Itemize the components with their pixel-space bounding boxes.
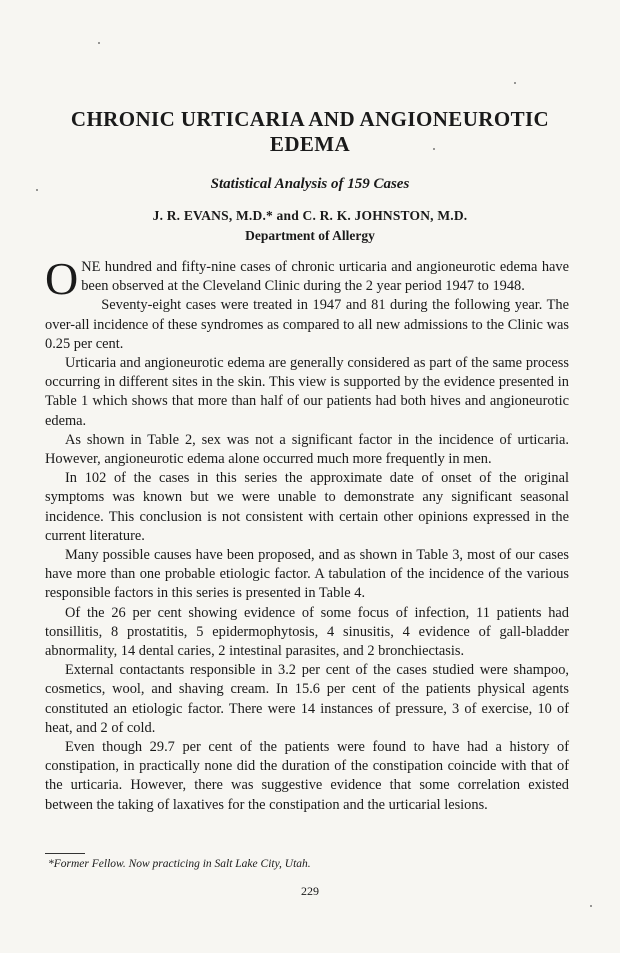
article-subtitle: Statistical Analysis of 159 Cases <box>210 176 410 192</box>
scan-speck <box>433 148 435 150</box>
scan-speck <box>36 189 38 191</box>
paragraph: Many possible causes have been proposed, and as shown in Table 3, most of our cases have more than one probable etiologic factor. A tabulation of the incidence of the various responsible factors in this series is presented in Table 4. <box>45 547 569 602</box>
paragraph: Seventy-eight cases were treated in 1947 and 81 during the following year. The over-all incidence of these syndromes as compared to all new admissions to the Clinic was 0.25 per cent. <box>45 297 569 352</box>
scan-speck <box>590 905 592 907</box>
paragraph-1 <box>45 253 569 304</box>
page-number: 229 <box>301 884 319 898</box>
paragraph-1-text: NE hundred and fifty-nine cases of chronic urticaria and angioneurotic edema have been observed at the Cleveland Clinic during the 2 year period 1947 to 1948. <box>81 259 569 295</box>
article-title-line-1: CHRONIC URTICARIA AND ANGIONEUROTIC <box>70 107 550 131</box>
scan-speck <box>514 82 516 84</box>
footnote-rule <box>45 853 85 854</box>
paragraph: External contactants responsible in 3.2 per cent of the cases studied were shampoo, cosmetics, wool, and shaving cream. In 15.6 per cent of the patients physical agents constituted an etiologic factor. There were 14 instances of pressure, 3 of exercise, 10 of heat, and 2 of cold. <box>45 662 569 736</box>
paragraph: In 102 of the cases in this series the approximate date of onset of the original symptoms was known but we were unable to demonstrate any significant seasonal incidence. This conclusion is not consistent with certain other opinions expressed in the current literature. <box>45 470 569 544</box>
author-line: J. R. EVANS, M.D.* and C. R. K. JOHNSTON, M.D. <box>152 208 468 223</box>
article-title-line-2: EDEMA <box>269 132 351 156</box>
paragraph: Of the 26 per cent showing evidence of some focus of infection, 11 patients had tonsillitis, 8 prostatitis, 5 epidermophytosis, 4 sinusitis, 4 evidence of gall-bladder abnormality, 14 dental caries, 2 intestinal parasites, and 2 bronchiectasis. <box>45 604 569 660</box>
article-body <box>45 253 569 815</box>
paragraph: Urticaria and angioneurotic edema are generally considered as part of the same process occurring in different sites in the skin. This view is supported by the evidence presented in Table 1 which shows that more than half of our patients had both hives and angioneurotic edema. <box>45 355 569 429</box>
department-line: Department of Allergy <box>245 228 375 243</box>
paragraph: As shown in Table 2, sex was not a significant factor in the incidence of urticaria. However, angioneurotic edema alone occurred much more frequently in men. <box>45 431 569 468</box>
drop-cap: O <box>45 253 79 304</box>
footnote: *Former Fellow. Now practicing in Salt Lake City, Utah. <box>48 858 311 870</box>
scan-speck <box>98 42 100 44</box>
paragraph: Even though 29.7 per cent of the patients were found to have had a history of constipation, in practically none did the duration of the constipation coincide with that of the urticaria. However, there was suggestive evidence that some correlation existed between the taking of laxatives for the constipation and the urticarial lesions. <box>45 739 569 813</box>
